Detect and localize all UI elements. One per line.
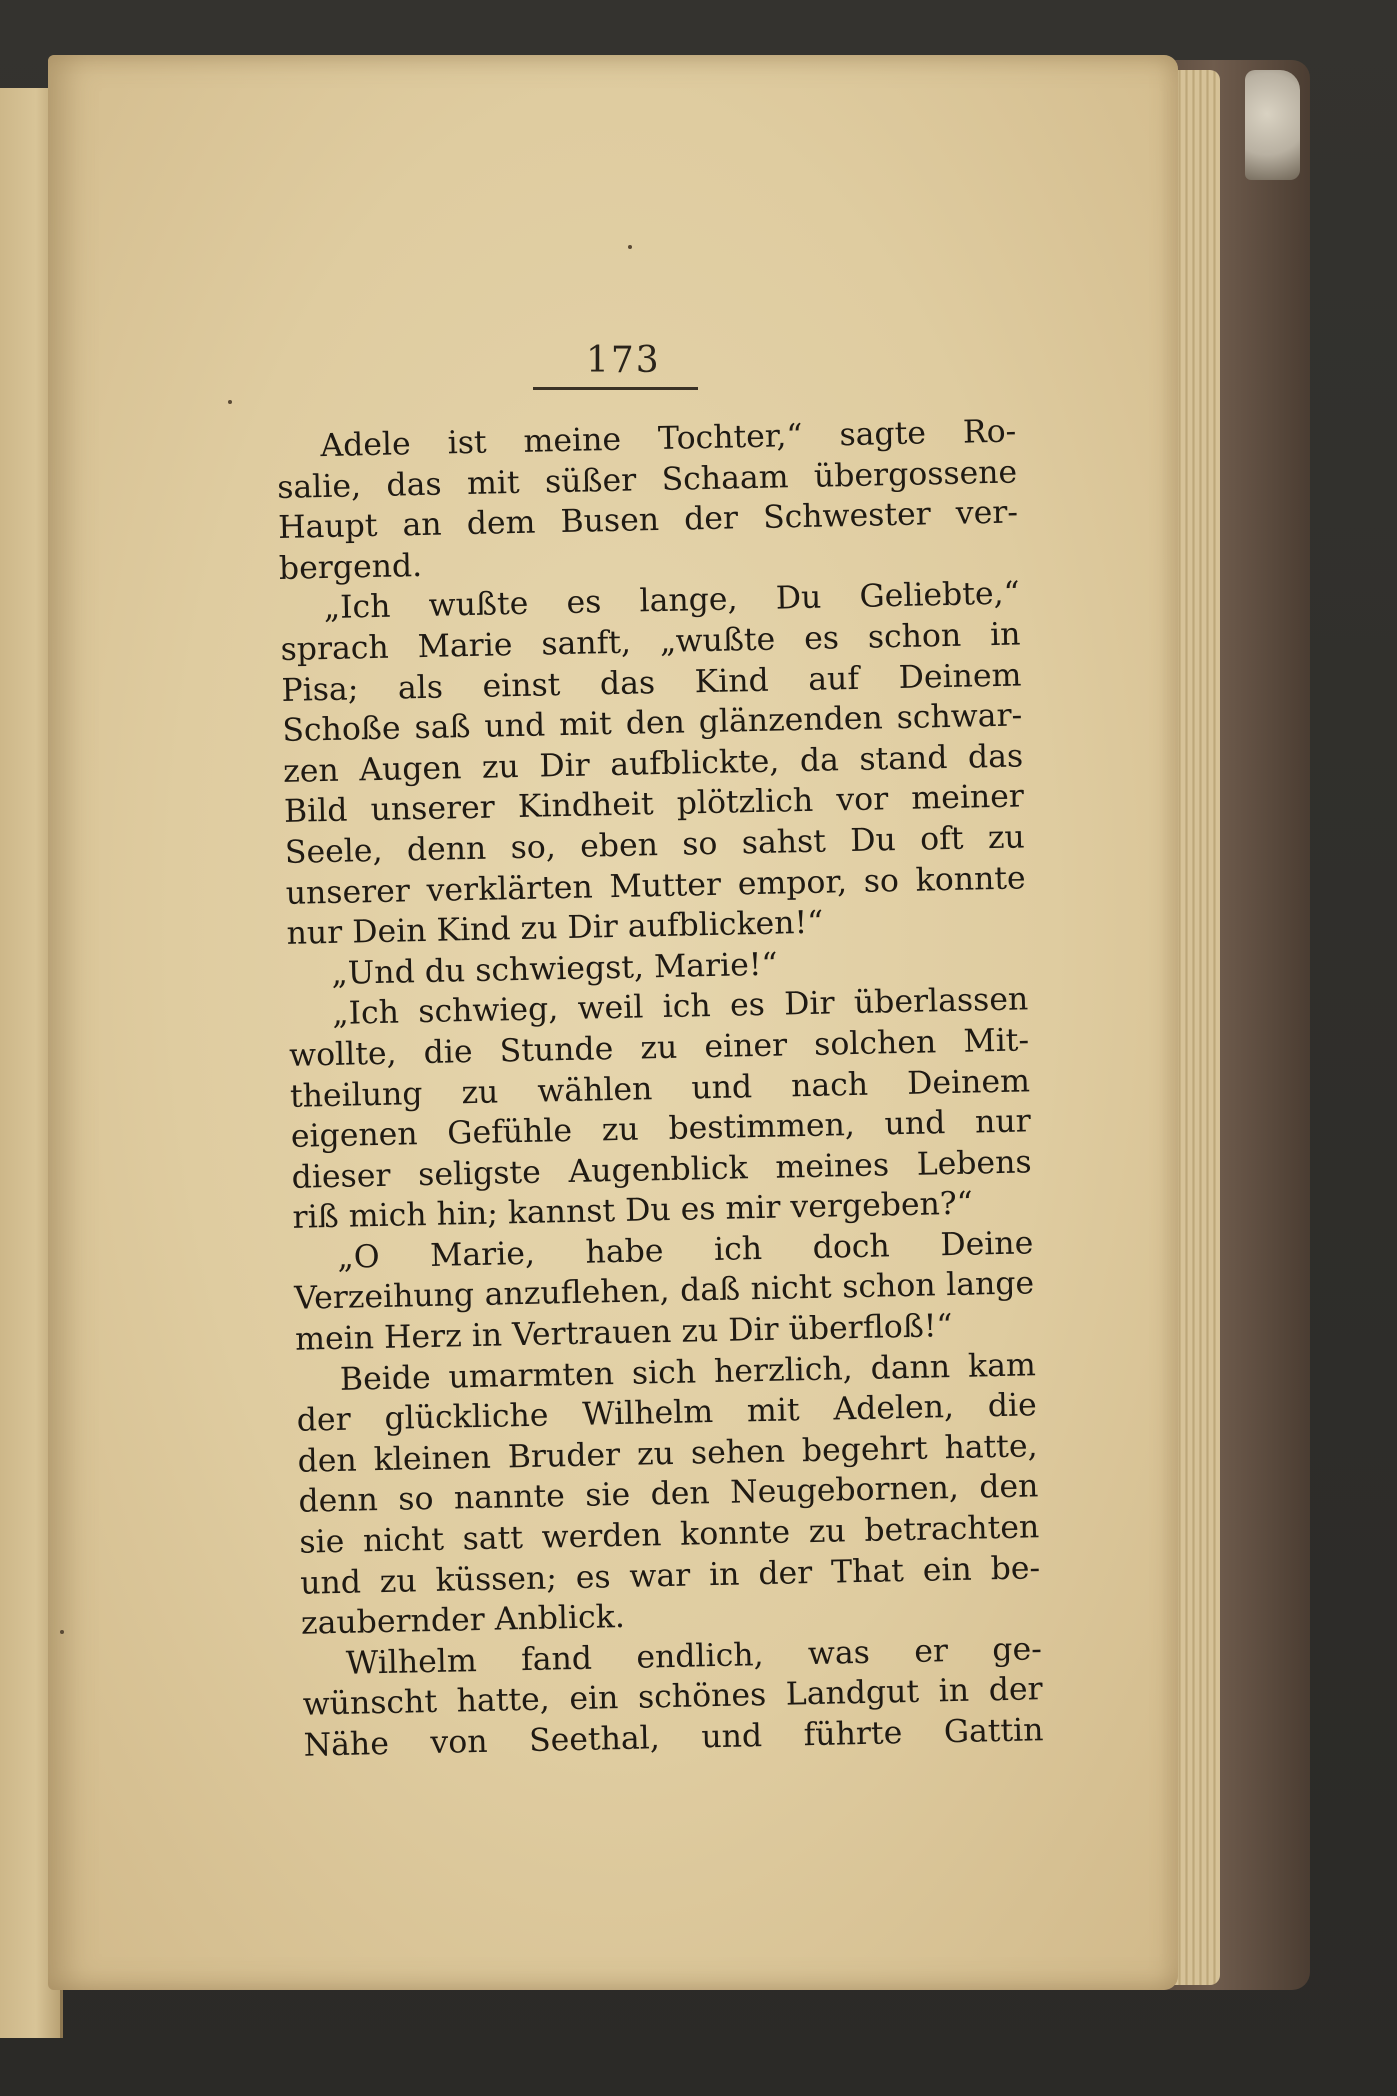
ink-speck <box>228 400 232 404</box>
text-line: Beide umarmten sich herzlich, dann kam <box>339 1346 1037 1398</box>
text-line: „Und du schwiegst, Marie!“ <box>331 946 778 992</box>
text-line: wollte, die Stunde zu einer solchen Mit- <box>288 1022 1030 1074</box>
text-line: zaubernder Anblick. <box>300 1599 626 1642</box>
text-line: dieser seligste Augenblick meines Lebens <box>291 1144 1032 1196</box>
text-line: Schoße saß und mit den glänzenden schwar- <box>281 697 1023 750</box>
text-line: Haupt an dem Busen der Schwester ver- <box>277 494 1019 547</box>
cover-wear-patch <box>1245 70 1300 180</box>
text-line: Nähe von Seethal, und führte Gattin <box>303 1712 1044 1764</box>
text-line: riß mich hin; kannst Du es mir vergeben?“ <box>292 1185 974 1237</box>
text-line: sprach Marie sanft, „wußte es schon in <box>280 616 1021 668</box>
text-line: „Ich wußte es lange, Du Geliebte,“ <box>323 575 1021 627</box>
text-line: wünscht hatte, ein schönes Landgut in der <box>302 1671 1043 1724</box>
text-line: Pisa; als einst das Kind auf Deinem <box>281 657 1022 709</box>
book-page <box>48 55 1178 1990</box>
text-line: sie nicht satt werden konnte zu betrachten <box>298 1509 1040 1561</box>
body-text <box>276 412 1044 1767</box>
text-line: Seele, denn so, eben so sahst Du oft zu <box>284 819 1026 871</box>
text-line: Verzeihung anzuflehen, daß nicht schon lange <box>293 1265 1035 1318</box>
text-line: unserer verklärten Mutter empor, so konnte <box>285 859 1026 912</box>
text-line: „O Marie, habe ich doch Deine <box>337 1225 1034 1276</box>
text-line: denn so nannte sie den Neugebornen, den <box>298 1468 1039 1521</box>
text-line: und zu küssen; es war in der That ein be- <box>299 1549 1041 1602</box>
text-line: mein Herz in Vertrauen zu Dir überfloß!“ <box>294 1308 953 1358</box>
text-line: „Ich schwieg, weil ich es Dir überlassen <box>331 981 1029 1033</box>
text-line: Adele ist meine Tochter,“ sagte Ro- <box>320 413 1017 465</box>
text-line: salie, das mit süßer Schaam übergossene <box>276 454 1018 506</box>
text-line: bergend. <box>278 547 423 587</box>
text-line: nur Dein Kind zu Dir aufblicken!“ <box>286 904 824 953</box>
text-line: Wilhelm fand endlich, was er ge- <box>345 1631 1043 1682</box>
ink-speck <box>60 1630 64 1634</box>
ink-speck <box>628 245 632 249</box>
text-line: Bild unserer Kindheit plötzlich vor meiner <box>283 778 1025 831</box>
page-number: 173 <box>586 340 661 381</box>
header-rule <box>533 387 698 390</box>
text-line: zen Augen zu Dir aufblickte, da stand das <box>282 738 1024 790</box>
text-line: den kleinen Bruder zu sehen begehrt hatte, <box>297 1428 1038 1480</box>
text-line: eigenen Gefühle zu bestimmen, und nur <box>290 1103 1032 1155</box>
text-line: theilung zu wählen und nach Deinem <box>289 1062 1031 1115</box>
text-line: der glückliche Wilhelm mit Adelen, die <box>296 1387 1038 1440</box>
